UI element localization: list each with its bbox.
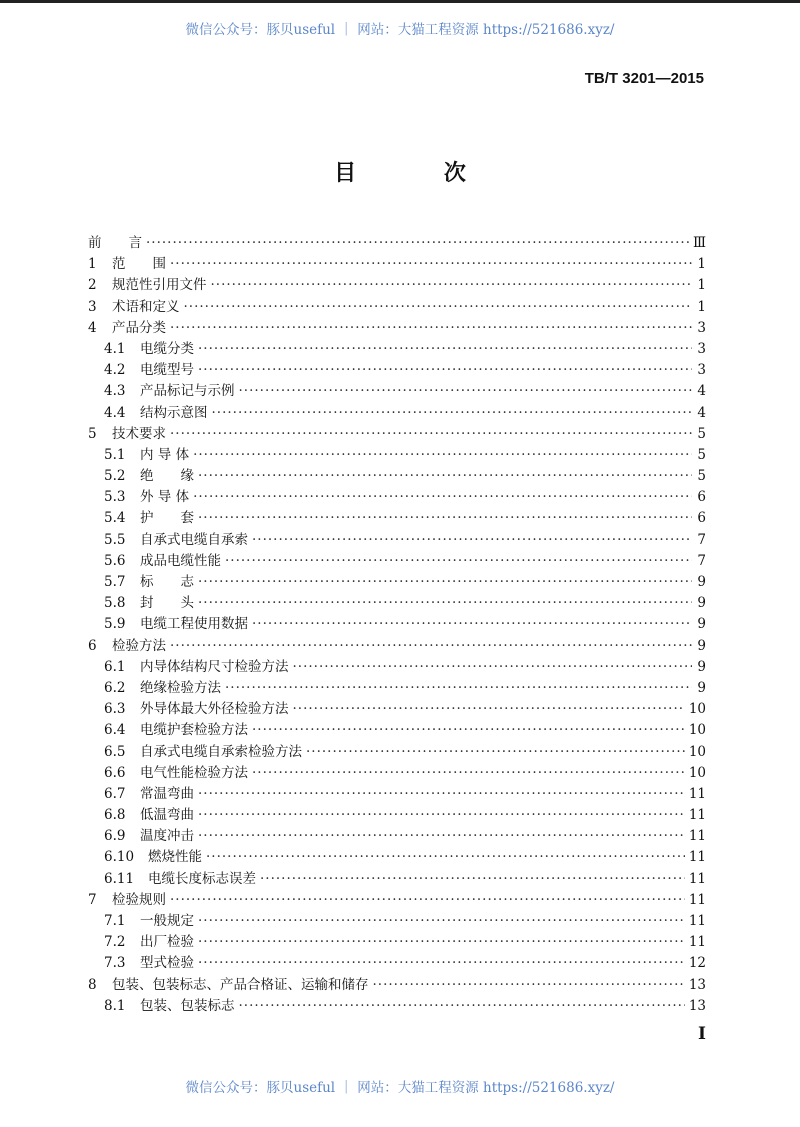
- toc-entry-number: 6.1: [104, 658, 126, 675]
- toc-entry-title: 自承式电缆自承索: [140, 531, 248, 548]
- toc-entry-page: 7: [697, 552, 706, 569]
- toc-entry-number: 8: [88, 976, 97, 993]
- toc-entry[interactable]: [88, 466, 706, 487]
- toc-entry-title: 低温弯曲: [140, 807, 194, 824]
- watermark-bottom: 微信公众号：豚贝useful ｜ 网站：大猫工程资源 https://521686.xyz/: [185, 1080, 615, 1096]
- toc-entry[interactable]: [88, 975, 706, 996]
- toc-entry-page: 10: [688, 722, 706, 739]
- toc-entry-page: 6: [697, 510, 706, 527]
- toc-entry-number: 5.1: [104, 446, 126, 463]
- dot-leader: [198, 339, 692, 360]
- toc-entry-page: 13: [688, 976, 706, 993]
- toc-entry-title: 术语和定义: [112, 298, 180, 315]
- dot-leader: [198, 508, 692, 529]
- toc-entry[interactable]: [88, 869, 706, 890]
- toc-entry-page: Ⅲ: [692, 235, 706, 251]
- toc-entry[interactable]: [88, 890, 706, 911]
- toc-entry-title: 内导体结构尺寸检验方法: [140, 658, 289, 675]
- toc-entry-title: 绝缘检验方法: [140, 679, 221, 696]
- dot-leader: [225, 551, 692, 572]
- toc-entry[interactable]: [88, 381, 706, 402]
- toc-entry-title: 范 围: [112, 256, 166, 273]
- toc-entry[interactable]: [88, 678, 706, 699]
- toc-entry[interactable]: [88, 784, 706, 805]
- toc-entry-page: 9: [697, 574, 706, 590]
- toc-entry-page: 11: [688, 807, 706, 824]
- toc-entry-page: 11: [688, 849, 706, 866]
- dot-leader: [170, 318, 692, 339]
- toc-entry-title: 电缆工程使用数据: [140, 616, 248, 633]
- toc-entry[interactable]: [88, 720, 706, 741]
- toc-entry-number: 5.6: [104, 552, 126, 569]
- toc-entry[interactable]: [88, 805, 706, 826]
- dot-leader: [239, 996, 685, 1017]
- dot-leader: [170, 254, 692, 275]
- toc-entry[interactable]: [88, 572, 706, 593]
- toc-entry[interactable]: [88, 424, 706, 445]
- toc-entry-number: 6.10: [104, 849, 135, 866]
- toc-entry[interactable]: [88, 360, 706, 381]
- toc-entry-page: 10: [688, 743, 706, 760]
- toc-entry-page: 9: [697, 637, 706, 654]
- toc-entry-title: 成品电缆性能: [140, 552, 221, 569]
- toc-entry[interactable]: [88, 742, 706, 763]
- dot-leader: [198, 572, 692, 593]
- toc-entry-page: 13: [688, 997, 706, 1014]
- dot-leader: [193, 445, 692, 466]
- toc-entry-title: 外导体最大外径检验方法: [140, 701, 289, 718]
- toc-entry-title: 前 言: [88, 235, 142, 251]
- dot-leader: [198, 932, 685, 953]
- toc-entry[interactable]: [88, 699, 706, 720]
- toc-entry-page: 3: [697, 362, 706, 379]
- toc-entry-title: 电缆长度标志误差: [148, 870, 256, 887]
- toc-entry[interactable]: [88, 593, 706, 614]
- toc-entry[interactable]: [88, 297, 706, 318]
- dot-leader: [252, 763, 685, 784]
- dot-leader: [170, 636, 692, 657]
- toc-entry-number: 5.5: [104, 531, 126, 548]
- dot-leader: [206, 847, 685, 868]
- standard-number: TB/T 3201—2015: [584, 70, 704, 87]
- toc-entry-number: 7.1: [104, 913, 126, 929]
- toc-entry-title: 技术要求: [112, 425, 166, 442]
- toc-entry-page: 4: [697, 383, 706, 400]
- dot-leader: [198, 593, 692, 614]
- toc-entry-title: 温度冲击: [140, 828, 194, 845]
- dot-leader: [198, 911, 685, 932]
- toc-entry[interactable]: [88, 847, 706, 868]
- toc-entry-number: 6.6: [104, 764, 126, 781]
- toc-entry-title: 外 导 体: [140, 489, 190, 506]
- toc-entry[interactable]: [88, 996, 706, 1017]
- toc-entry-page: 11: [688, 785, 706, 802]
- toc-entry-title: 电气性能检验方法: [140, 764, 248, 781]
- toc-entry[interactable]: [88, 657, 706, 678]
- dot-leader: [211, 275, 693, 296]
- dot-leader: [212, 403, 693, 424]
- toc-entry-page: 5: [697, 468, 706, 485]
- toc-entry-number: 6.2: [104, 679, 126, 696]
- dot-leader: [306, 742, 685, 763]
- dot-leader: [198, 360, 692, 381]
- toc-entry-title: 燃烧性能: [148, 849, 202, 866]
- toc-entry-number: 7.2: [104, 934, 126, 951]
- toc-entry-page: 11: [688, 934, 706, 951]
- toc-entry-page: 11: [688, 913, 706, 929]
- dot-leader: [198, 953, 685, 974]
- toc-entry-number: 6: [88, 637, 97, 654]
- toc-entry-number: 6.11: [104, 870, 135, 887]
- dot-leader: [198, 466, 692, 487]
- toc-entry-title: 型式检验: [140, 955, 194, 972]
- toc-entry-number: 5.8: [104, 595, 126, 612]
- toc-entry[interactable]: [88, 614, 706, 635]
- toc-entry-page: 11: [688, 828, 706, 845]
- toc-entry-page: 11: [688, 870, 706, 887]
- toc-entry[interactable]: [88, 318, 706, 339]
- dot-leader: [184, 297, 693, 318]
- toc-entry-number: 5: [88, 425, 97, 442]
- toc-entry[interactable]: [88, 403, 706, 424]
- toc-entry[interactable]: [88, 254, 706, 275]
- toc-entry-page: 1: [697, 277, 706, 294]
- dot-leader: [373, 975, 685, 996]
- toc-entry[interactable]: [88, 275, 706, 296]
- scan-edge: [0, 0, 800, 3]
- toc-entry-title: 产品标记与示例: [140, 383, 235, 400]
- toc-entry-page: 10: [688, 701, 706, 718]
- toc-entry-title: 电缆分类: [140, 340, 194, 357]
- toc-entry[interactable]: [88, 487, 706, 508]
- watermark-top: 微信公众号：豚贝useful ｜ 网站：大猫工程资源 https://521686.xyz/: [185, 22, 615, 38]
- dot-leader: [252, 530, 692, 551]
- toc-entry[interactable]: [88, 445, 706, 466]
- toc-entry-title: 包装、包装标志: [140, 997, 235, 1014]
- toc-entry[interactable]: [88, 911, 706, 932]
- toc-entry-title: 封 头: [140, 595, 194, 612]
- dot-leader: [252, 720, 685, 741]
- toc-entry-title: 检验规则: [112, 891, 166, 908]
- dot-leader: [252, 614, 692, 635]
- toc-entry-number: 6.4: [104, 722, 126, 739]
- toc-entry-number: 6.3: [104, 701, 126, 718]
- toc-entry[interactable]: [88, 953, 706, 974]
- toc-entry-number: 4.2: [104, 362, 126, 379]
- page-folio: I: [698, 1024, 706, 1044]
- toc-entry-title: 一般规定: [140, 913, 194, 929]
- toc-entry-title: 自承式电缆自承索检验方法: [140, 743, 302, 760]
- toc-entry-title: 包装、包装标志、产品合格证、运输和储存: [112, 976, 369, 993]
- toc-entry-number: 5.4: [104, 510, 126, 527]
- toc-entry-page: 9: [697, 658, 706, 675]
- toc-entry-page: 9: [697, 679, 706, 696]
- toc-entry-number: 4.1: [104, 340, 126, 357]
- toc-entry-page: 9: [697, 595, 706, 612]
- toc-entry-number: 5.9: [104, 616, 126, 633]
- toc-entry-title: 产品分类: [112, 319, 166, 336]
- toc-entry-page: 10: [688, 764, 706, 781]
- dot-leader: [193, 487, 692, 508]
- toc-entry-title: 规范性引用文件: [112, 277, 207, 294]
- dot-leader: [146, 233, 689, 254]
- dot-leader: [239, 381, 693, 402]
- toc-entry[interactable]: [88, 233, 706, 254]
- dot-leader: [293, 657, 693, 678]
- toc-entry[interactable]: [88, 530, 706, 551]
- toc-entry-page: 12: [688, 955, 706, 972]
- dot-leader: [170, 890, 685, 911]
- toc-entry-number: 5.2: [104, 468, 126, 485]
- toc-entry-page: 11: [688, 891, 706, 908]
- toc-entry-page: 4: [697, 404, 706, 421]
- toc-entry[interactable]: [88, 826, 706, 847]
- toc-entry-number: 5.3: [104, 489, 126, 506]
- toc-entry-page: 3: [697, 319, 706, 336]
- toc-entry-number: 1: [88, 256, 97, 273]
- toc-entry-number: 5.7: [104, 574, 126, 590]
- dot-leader: [225, 678, 692, 699]
- toc-entry-number: 4.4: [104, 404, 126, 421]
- toc-entry-page: 3: [697, 340, 706, 357]
- toc-entry-title: 电缆护套检验方法: [140, 722, 248, 739]
- toc-entry-title: 绝 缘: [140, 468, 194, 485]
- table-of-contents: [88, 233, 706, 1017]
- toc-entry-title: 内 导 体: [140, 446, 190, 463]
- toc-entry-title: 结构示意图: [140, 404, 208, 421]
- toc-entry-number: 7.3: [104, 955, 126, 972]
- dot-leader: [260, 869, 685, 890]
- toc-entry-page: 1: [697, 298, 706, 315]
- toc-entry[interactable]: [88, 339, 706, 360]
- toc-entry-page: 9: [697, 616, 706, 633]
- toc-entry-page: 5: [697, 446, 706, 463]
- toc-entry-number: 8.1: [104, 997, 126, 1014]
- dot-leader: [170, 424, 692, 445]
- toc-entry-title: 出厂检验: [140, 934, 194, 951]
- page-title: 目 次: [334, 160, 506, 186]
- toc-entry-number: 4: [88, 319, 97, 336]
- toc-entry[interactable]: [88, 508, 706, 529]
- toc-entry-page: 1: [697, 256, 706, 273]
- toc-entry[interactable]: [88, 932, 706, 953]
- toc-entry-number: 6.8: [104, 807, 126, 824]
- toc-entry-title: 检验方法: [112, 637, 166, 654]
- dot-leader: [198, 805, 685, 826]
- toc-entry-page: 6: [697, 489, 706, 506]
- toc-entry-title: 电缆型号: [140, 362, 194, 379]
- toc-entry-number: 6.5: [104, 743, 126, 760]
- toc-entry[interactable]: [88, 763, 706, 784]
- toc-entry[interactable]: [88, 551, 706, 572]
- toc-entry-title: 常温弯曲: [140, 785, 194, 802]
- toc-entry-title: 标 志: [140, 574, 194, 590]
- toc-entry-number: 6.9: [104, 828, 126, 845]
- toc-entry-number: 6.7: [104, 785, 126, 802]
- dot-leader: [293, 699, 685, 720]
- toc-entry-page: 5: [697, 425, 706, 442]
- toc-entry-number: 3: [88, 298, 97, 315]
- toc-entry-page: 7: [697, 531, 706, 548]
- toc-entry-number: 4.3: [104, 383, 126, 400]
- dot-leader: [198, 784, 685, 805]
- toc-entry-title: 护 套: [140, 510, 194, 527]
- toc-entry-number: 2: [88, 277, 97, 294]
- toc-entry-number: 7: [88, 891, 97, 908]
- toc-entry[interactable]: [88, 636, 706, 657]
- dot-leader: [198, 826, 685, 847]
